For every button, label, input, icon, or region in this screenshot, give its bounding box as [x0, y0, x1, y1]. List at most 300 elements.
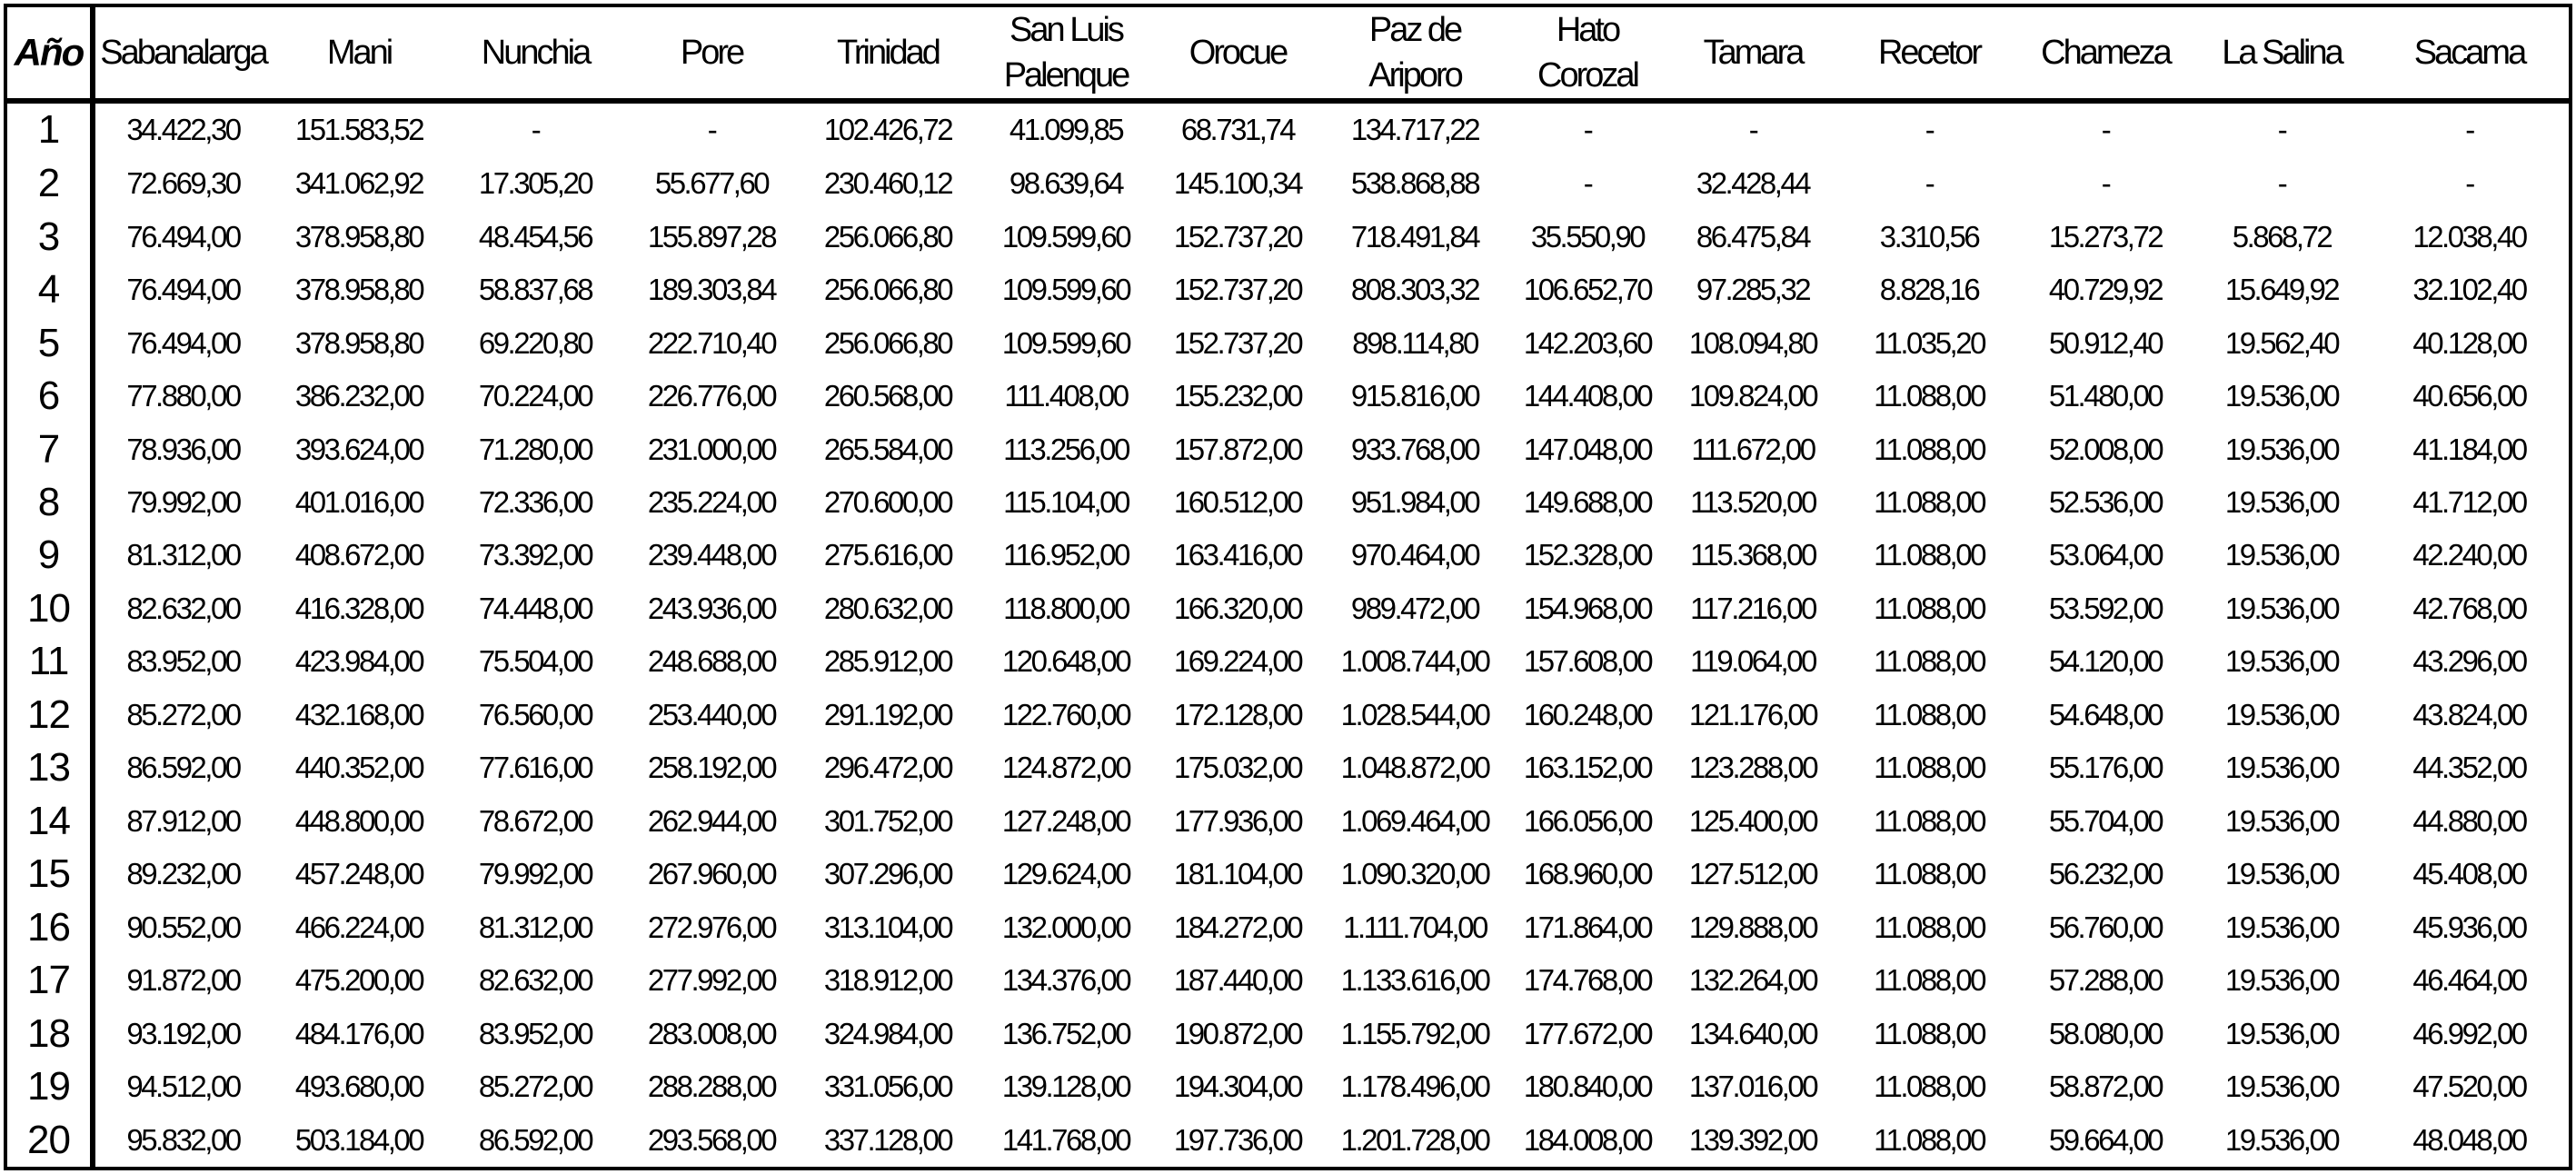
value-cell: 56.760,00: [2048, 910, 2163, 944]
year-cell: 19: [7, 1060, 93, 1113]
value-cell: 265.584,00: [823, 432, 952, 466]
year-cell: 11: [7, 635, 93, 688]
value-cell: 318.912,00: [823, 963, 952, 998]
value-cell: 448.800,00: [294, 803, 423, 838]
value-cell: 44.352,00: [2412, 751, 2526, 785]
value-cell: 149.688,00: [1523, 485, 1652, 520]
value-cell: 1.028.544,00: [1340, 697, 1489, 731]
value-cell: 457.248,00: [294, 857, 423, 891]
value-cell: 230.460,12: [823, 166, 952, 201]
value-cell: 52.536,00: [2048, 485, 2163, 520]
value-cell: 32.102,40: [2412, 273, 2526, 307]
value-cell: 307.296,00: [823, 857, 952, 891]
value-cell: 239.448,00: [647, 538, 776, 572]
value-cell: 171.864,00: [1523, 910, 1652, 944]
value-cell: 83.952,00: [126, 644, 240, 679]
value-cell: 40.656,00: [2412, 379, 2526, 413]
table-row: [7, 316, 2569, 369]
value-cell: 235.224,00: [647, 485, 776, 520]
table-row: [7, 848, 2569, 900]
value-cell: 160.248,00: [1523, 697, 1652, 731]
value-cell: -: [707, 113, 716, 147]
table-row: [7, 210, 2569, 263]
value-cell: -: [2465, 113, 2473, 147]
year-cell: 10: [7, 582, 93, 635]
year-cell: 6: [7, 370, 93, 423]
value-cell: 152.737,20: [1173, 219, 1302, 254]
value-cell: 253.440,00: [647, 697, 776, 731]
value-cell: 41.184,00: [2412, 432, 2526, 466]
table-row: [7, 264, 2569, 316]
value-cell: -: [1583, 166, 1592, 201]
value-cell: 42.240,00: [2412, 538, 2526, 572]
table-body: [7, 101, 2569, 1167]
value-cell: 296.472,00: [823, 751, 952, 785]
value-cell: 272.976,00: [647, 910, 776, 944]
value-cell: 291.192,00: [823, 697, 952, 731]
value-cell: 11.088,00: [1874, 432, 1984, 466]
value-cell: 52.008,00: [2048, 432, 2163, 466]
value-cell: 141.768,00: [1001, 1122, 1130, 1157]
table-row: [7, 423, 2569, 475]
value-cell: 11.088,00: [1874, 697, 1984, 731]
value-cell: 3.310,56: [1879, 219, 1979, 254]
value-cell: 538.868,88: [1350, 166, 1479, 201]
value-cell: 42.768,00: [2412, 591, 2526, 625]
value-cell: 73.392,00: [478, 538, 592, 572]
value-cell: 226.776,00: [647, 379, 776, 413]
value-cell: 119.064,00: [1690, 644, 1815, 679]
value-cell: 48.454,56: [478, 219, 592, 254]
value-cell: 1.201.728,00: [1340, 1122, 1489, 1157]
value-cell: 155.897,28: [647, 219, 776, 254]
value-cell: 58.837,68: [478, 273, 592, 307]
value-cell: 50.912,40: [2048, 325, 2163, 360]
value-cell: 87.912,00: [126, 803, 240, 838]
column-header: La Salina: [2193, 7, 2370, 101]
value-cell: 19.536,00: [2224, 1016, 2339, 1050]
year-cell: 17: [7, 954, 93, 1007]
value-cell: 401.016,00: [294, 485, 423, 520]
value-cell: 12.038,40: [2412, 219, 2526, 254]
year-cell: 9: [7, 529, 93, 582]
value-cell: 256.066,80: [823, 273, 952, 307]
value-cell: 11.088,00: [1874, 857, 1984, 891]
column-header: Tamara: [1665, 7, 1841, 101]
value-cell: 181.104,00: [1173, 857, 1302, 891]
value-cell: 58.080,00: [2048, 1016, 2163, 1050]
table-row: [7, 157, 2569, 210]
value-cell: 134.717,22: [1350, 113, 1479, 147]
value-cell: 35.550,90: [1530, 219, 1645, 254]
value-cell: 1.155.792,00: [1340, 1016, 1489, 1050]
value-cell: 157.872,00: [1173, 432, 1302, 466]
value-cell: 81.312,00: [126, 538, 240, 572]
table-row: [7, 370, 2569, 423]
year-cell: 20: [7, 1113, 93, 1167]
value-cell: 48.048,00: [2412, 1122, 2526, 1157]
value-cell: 53.064,00: [2048, 538, 2163, 572]
value-cell: 152.737,20: [1173, 325, 1302, 360]
table-row: [7, 529, 2569, 582]
value-cell: 8.828,16: [1879, 273, 1979, 307]
value-cell: 118.800,00: [1003, 591, 1129, 625]
value-cell: 139.392,00: [1688, 1122, 1817, 1157]
value-cell: 19.536,00: [2224, 432, 2339, 466]
value-cell: -: [1748, 113, 1757, 147]
value-cell: -: [1925, 166, 1934, 201]
value-cell: 243.936,00: [647, 591, 776, 625]
value-cell: 152.737,20: [1173, 273, 1302, 307]
value-cell: 15.273,72: [2048, 219, 2163, 254]
value-cell: 82.632,00: [478, 963, 592, 998]
year-cell: 3: [7, 210, 93, 263]
value-cell: 47.520,00: [2412, 1070, 2526, 1104]
value-cell: 5.868,72: [2232, 219, 2332, 254]
value-cell: 163.152,00: [1523, 751, 1652, 785]
value-cell: 55.704,00: [2048, 803, 2163, 838]
value-cell: 86.592,00: [126, 751, 240, 785]
value-cell: 91.872,00: [126, 963, 240, 998]
value-cell: 157.608,00: [1523, 644, 1652, 679]
value-cell: 74.448,00: [478, 591, 592, 625]
value-cell: 43.824,00: [2412, 697, 2526, 731]
value-cell: 262.944,00: [647, 803, 776, 838]
value-cell: 808.303,32: [1350, 273, 1479, 307]
value-cell: 54.648,00: [2048, 697, 2163, 731]
value-cell: 11.088,00: [1874, 644, 1984, 679]
value-cell: 155.232,00: [1173, 379, 1302, 413]
year-cell: 14: [7, 795, 93, 848]
value-cell: 19.536,00: [2224, 1122, 2339, 1157]
value-cell: 43.296,00: [2412, 644, 2526, 679]
value-cell: 1.069.464,00: [1340, 803, 1489, 838]
value-cell: 70.224,00: [478, 379, 592, 413]
value-cell: 77.880,00: [126, 379, 240, 413]
value-cell: 166.320,00: [1173, 591, 1302, 625]
value-cell: -: [2101, 113, 2110, 147]
value-cell: 393.624,00: [294, 432, 423, 466]
value-cell: 132.264,00: [1688, 963, 1817, 998]
value-cell: 45.408,00: [2412, 857, 2526, 891]
value-cell: 190.872,00: [1173, 1016, 1302, 1050]
value-cell: 222.710,40: [647, 325, 776, 360]
value-cell: 127.248,00: [1001, 803, 1130, 838]
value-cell: -: [2277, 166, 2286, 201]
value-cell: 256.066,80: [823, 325, 952, 360]
value-cell: 82.632,00: [126, 591, 240, 625]
value-cell: 11.088,00: [1874, 1016, 1984, 1050]
value-cell: 1.048.872,00: [1340, 751, 1489, 785]
value-cell: 113.256,00: [1003, 432, 1129, 466]
value-cell: -: [2465, 166, 2473, 201]
value-cell: 115.104,00: [1003, 485, 1129, 520]
value-cell: 125.400,00: [1688, 803, 1817, 838]
value-cell: 46.464,00: [2412, 963, 2526, 998]
table-row: [7, 1060, 2569, 1113]
value-cell: 102.426,72: [823, 113, 952, 147]
value-cell: 260.568,00: [823, 379, 952, 413]
value-cell: 503.184,00: [294, 1122, 423, 1157]
year-cell: 8: [7, 476, 93, 529]
value-cell: 77.616,00: [478, 751, 592, 785]
value-cell: 93.192,00: [126, 1016, 240, 1050]
value-cell: 117.216,00: [1690, 591, 1815, 625]
value-cell: 106.652,70: [1523, 273, 1652, 307]
column-header: Sacama: [2370, 7, 2569, 101]
value-cell: 19.536,00: [2224, 644, 2339, 679]
value-cell: 136.752,00: [1001, 1016, 1130, 1050]
value-cell: 1.133.616,00: [1340, 963, 1489, 998]
value-cell: 177.936,00: [1173, 803, 1302, 838]
value-cell: 301.752,00: [823, 803, 952, 838]
value-cell: 45.936,00: [2412, 910, 2526, 944]
value-cell: 78.672,00: [478, 803, 592, 838]
value-cell: 11.088,00: [1874, 1070, 1984, 1104]
value-cell: 915.816,00: [1350, 379, 1479, 413]
value-cell: 151.583,52: [294, 113, 423, 147]
column-header: Chameza: [2017, 7, 2193, 101]
value-cell: 256.066,80: [823, 219, 952, 254]
value-cell: 115.368,00: [1690, 538, 1815, 572]
value-cell: 11.088,00: [1874, 591, 1984, 625]
value-cell: 144.408,00: [1523, 379, 1652, 413]
value-cell: 11.088,00: [1874, 379, 1984, 413]
header-row: [7, 7, 2569, 101]
table-row: [7, 1007, 2569, 1060]
value-cell: 76.494,00: [126, 273, 240, 307]
value-cell: 184.008,00: [1523, 1122, 1652, 1157]
value-cell: 34.422,30: [126, 113, 240, 147]
table-row: [7, 1113, 2569, 1167]
value-cell: 44.880,00: [2412, 803, 2526, 838]
value-cell: 440.352,00: [294, 751, 423, 785]
value-cell: 72.336,00: [478, 485, 592, 520]
value-cell: 109.599,60: [1001, 219, 1130, 254]
value-cell: 122.760,00: [1001, 697, 1130, 731]
value-cell: 86.475,84: [1696, 219, 1810, 254]
value-cell: 79.992,00: [126, 485, 240, 520]
data-table-frame: [4, 4, 2572, 1170]
value-cell: 19.536,00: [2224, 1070, 2339, 1104]
value-cell: 184.272,00: [1173, 910, 1302, 944]
value-cell: 79.992,00: [478, 857, 592, 891]
value-cell: 231.000,00: [647, 432, 776, 466]
value-cell: 19.562,40: [2224, 325, 2339, 360]
table-row: [7, 582, 2569, 635]
year-cell: 2: [7, 157, 93, 210]
value-cell: 76.494,00: [126, 219, 240, 254]
value-cell: 98.639,64: [1009, 166, 1123, 201]
value-cell: 68.731,74: [1180, 113, 1295, 147]
value-cell: 95.832,00: [126, 1122, 240, 1157]
value-cell: 85.272,00: [126, 697, 240, 731]
value-cell: 19.536,00: [2224, 538, 2339, 572]
value-cell: 1.178.496,00: [1340, 1070, 1489, 1104]
value-cell: 270.600,00: [823, 485, 952, 520]
value-cell: 120.648,00: [1001, 644, 1130, 679]
table-header: [7, 7, 2569, 101]
value-cell: 432.168,00: [294, 697, 423, 731]
value-cell: 378.958,80: [294, 219, 423, 254]
value-cell: 19.536,00: [2224, 485, 2339, 520]
value-cell: 71.280,00: [478, 432, 592, 466]
value-cell: 94.512,00: [126, 1070, 240, 1104]
value-cell: -: [2277, 113, 2286, 147]
value-cell: 19.536,00: [2224, 857, 2339, 891]
value-cell: 19.536,00: [2224, 751, 2339, 785]
value-cell: 72.669,30: [126, 166, 240, 201]
value-cell: 416.328,00: [294, 591, 423, 625]
value-cell: 83.952,00: [478, 1016, 592, 1050]
value-cell: 111.672,00: [1691, 432, 1815, 466]
value-cell: 11.035,20: [1874, 325, 1984, 360]
value-cell: 11.088,00: [1874, 1122, 1984, 1157]
value-cell: 127.512,00: [1688, 857, 1817, 891]
value-cell: 951.984,00: [1350, 485, 1479, 520]
value-cell: 324.984,00: [823, 1016, 952, 1050]
year-cell: 4: [7, 264, 93, 316]
value-cell: 19.536,00: [2224, 963, 2339, 998]
value-cell: 132.000,00: [1001, 910, 1130, 944]
value-cell: 78.936,00: [126, 432, 240, 466]
value-cell: 466.224,00: [294, 910, 423, 944]
value-cell: 331.056,00: [823, 1070, 952, 1104]
column-header: Hato Corozal: [1510, 7, 1665, 101]
value-cell: 285.912,00: [823, 644, 952, 679]
value-cell: 175.032,00: [1173, 751, 1302, 785]
value-cell: 11.088,00: [1874, 538, 1984, 572]
value-cell: 386.232,00: [294, 379, 423, 413]
value-cell: 163.416,00: [1173, 538, 1302, 572]
table-row: [7, 795, 2569, 848]
value-cell: 288.288,00: [647, 1070, 776, 1104]
value-cell: 41.712,00: [2412, 485, 2526, 520]
value-cell: 41.099,85: [1009, 113, 1123, 147]
value-cell: 86.592,00: [478, 1122, 592, 1157]
value-cell: 408.672,00: [294, 538, 423, 572]
value-cell: 89.232,00: [126, 857, 240, 891]
value-cell: 493.680,00: [294, 1070, 423, 1104]
value-cell: 129.888,00: [1688, 910, 1817, 944]
value-cell: 134.640,00: [1688, 1016, 1817, 1050]
value-cell: 129.624,00: [1001, 857, 1130, 891]
value-cell: 283.008,00: [647, 1016, 776, 1050]
value-cell: 109.599,60: [1001, 273, 1130, 307]
value-cell: 19.536,00: [2224, 803, 2339, 838]
value-cell: 121.176,00: [1688, 697, 1817, 731]
column-header: Paz de Ariporo: [1319, 7, 1510, 101]
value-cell: 172.128,00: [1173, 697, 1302, 731]
value-cell: 90.552,00: [126, 910, 240, 944]
value-cell: 57.288,00: [2048, 963, 2163, 998]
column-header: Recetor: [1841, 7, 2017, 101]
value-cell: 51.480,00: [2048, 379, 2163, 413]
value-cell: 19.536,00: [2224, 379, 2339, 413]
value-cell: 76.494,00: [126, 325, 240, 360]
value-cell: 54.120,00: [2048, 644, 2163, 679]
value-cell: 75.504,00: [478, 644, 592, 679]
value-cell: 17.305,20: [478, 166, 592, 201]
value-cell: 898.114,80: [1352, 325, 1477, 360]
value-cell: 111.408,00: [1004, 379, 1128, 413]
column-header: Pore: [623, 7, 800, 101]
value-cell: 341.062,92: [294, 166, 423, 201]
year-cell: 7: [7, 423, 93, 475]
value-cell: 147.048,00: [1523, 432, 1652, 466]
value-cell: 378.958,80: [294, 273, 423, 307]
table-row: [7, 689, 2569, 741]
value-cell: -: [531, 113, 540, 147]
value-cell: 152.328,00: [1523, 538, 1652, 572]
value-cell: 116.952,00: [1003, 538, 1129, 572]
value-cell: -: [2101, 166, 2110, 201]
year-column-header: Año: [7, 7, 93, 101]
value-cell: 56.232,00: [2048, 857, 2163, 891]
value-cell: 197.736,00: [1173, 1122, 1302, 1157]
value-cell: 166.056,00: [1523, 803, 1652, 838]
column-header: Mani: [271, 7, 447, 101]
value-cell: 139.128,00: [1001, 1070, 1130, 1104]
value-cell: 189.303,84: [647, 273, 776, 307]
table-row: [7, 901, 2569, 954]
value-cell: 137.016,00: [1688, 1070, 1817, 1104]
column-header: Sabanalarga: [93, 7, 271, 101]
value-cell: 40.128,00: [2412, 325, 2526, 360]
value-cell: 108.094,80: [1688, 325, 1817, 360]
value-cell: 313.104,00: [823, 910, 952, 944]
table-row: [7, 741, 2569, 794]
value-cell: 177.672,00: [1523, 1016, 1652, 1050]
value-cell: 46.992,00: [2412, 1016, 2526, 1050]
value-cell: 58.872,00: [2048, 1070, 2163, 1104]
value-cell: 11.088,00: [1874, 910, 1984, 944]
year-cell: 15: [7, 848, 93, 900]
year-cell: 12: [7, 689, 93, 741]
value-cell: 718.491,84: [1350, 219, 1479, 254]
value-cell: 76.560,00: [478, 697, 592, 731]
value-cell: 113.520,00: [1690, 485, 1815, 520]
year-cell: 16: [7, 901, 93, 954]
value-cell: 11.088,00: [1874, 963, 1984, 998]
table-row: [7, 954, 2569, 1007]
column-header: Orocue: [1156, 7, 1319, 101]
value-cell: -: [1583, 113, 1592, 147]
value-cell: 989.472,00: [1350, 591, 1479, 625]
value-cell: 267.960,00: [647, 857, 776, 891]
table-row: [7, 101, 2569, 157]
data-table: [7, 7, 2569, 1167]
value-cell: 145.100,34: [1173, 166, 1302, 201]
value-cell: 32.428,44: [1696, 166, 1810, 201]
column-header: Nunchia: [447, 7, 623, 101]
value-cell: 187.440,00: [1173, 963, 1302, 998]
value-cell: 293.568,00: [647, 1122, 776, 1157]
value-cell: 123.288,00: [1688, 751, 1817, 785]
value-cell: 109.824,00: [1688, 379, 1817, 413]
value-cell: 194.304,00: [1173, 1070, 1302, 1104]
value-cell: 248.688,00: [647, 644, 776, 679]
table-row: [7, 635, 2569, 688]
value-cell: 280.632,00: [823, 591, 952, 625]
value-cell: 154.968,00: [1523, 591, 1652, 625]
value-cell: 1.008.744,00: [1340, 644, 1489, 679]
value-cell: 59.664,00: [2048, 1122, 2163, 1157]
value-cell: 124.872,00: [1001, 751, 1130, 785]
value-cell: 1.090.320,00: [1340, 857, 1489, 891]
value-cell: 277.992,00: [647, 963, 776, 998]
value-cell: 174.768,00: [1523, 963, 1652, 998]
